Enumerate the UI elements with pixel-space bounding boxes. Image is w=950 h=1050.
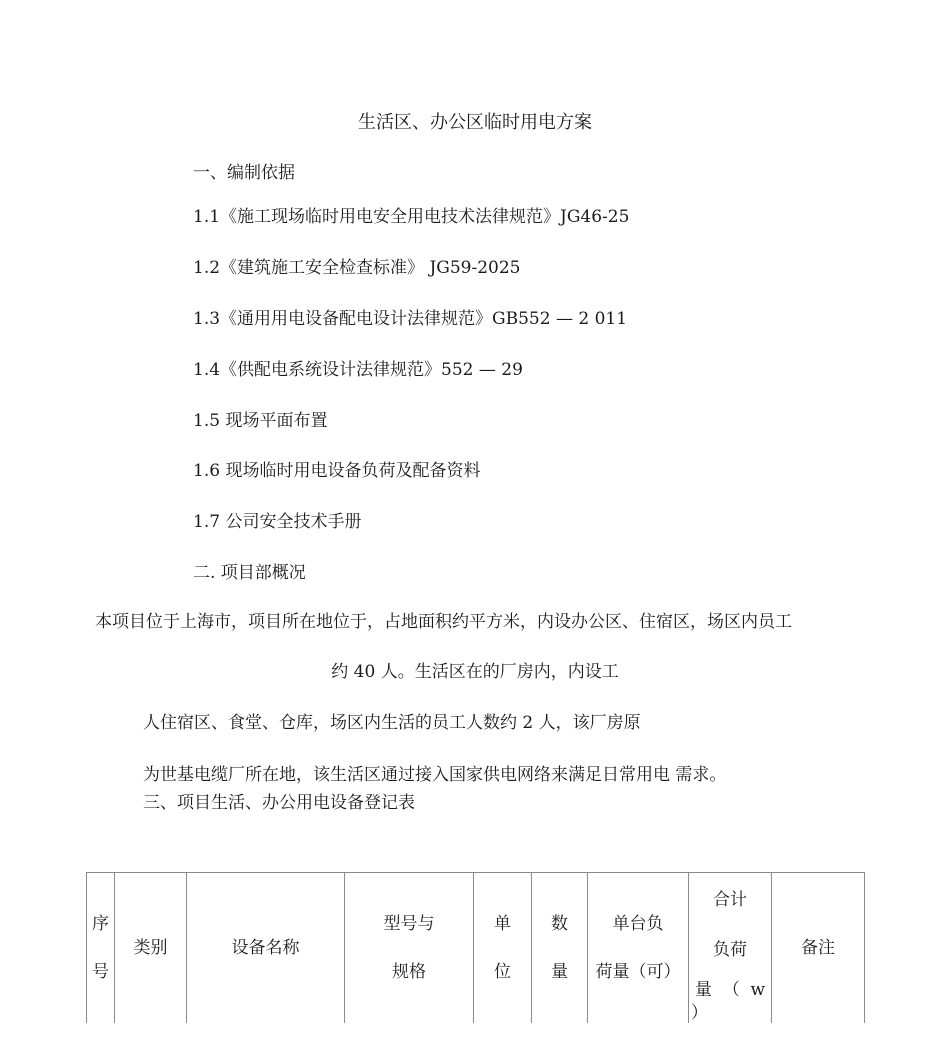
basis-item-5: 1.5 现场平面布置 [193, 411, 328, 431]
header-unit-line1: 单 [494, 914, 511, 934]
header-unit-load [588, 873, 689, 1024]
header-remarks: 备注 [772, 873, 865, 1024]
header-quantity-line1: 数 [551, 914, 568, 934]
header-total-load-line3: 量 （ w [694, 980, 766, 1000]
header-total-load-line2: 负荷 [713, 940, 747, 960]
header-unit-line2: 位 [494, 962, 511, 982]
basis-item-2: 1.2《建筑施工安全检查标准》 JG59-2025 [193, 258, 521, 278]
section-heading-basis: 一、编制依据 [193, 163, 295, 183]
basis-item-4: 1.4《供配电系统设计法律规范》552 — 29 [193, 360, 523, 380]
overview-line-4: 为世基电缆厂所在地，该生活区通过接入国家供电网络来满足日常用电 需求。 [143, 765, 727, 785]
basis-item-7: 1.7 公司安全技术手册 [193, 512, 362, 532]
header-quantity [532, 873, 588, 1024]
header-total-load [689, 873, 772, 1024]
overview-line-3: 人住宿区、食堂、仓库，场区内生活的员工人数约 2 人，该厂房原 [143, 713, 641, 733]
section-heading-equipment: 三、项目生活、办公用电设备登记表 [143, 793, 415, 813]
header-model-spec-line1: 型号与 [383, 914, 435, 934]
document-title: 生活区、办公区临时用电方案 [358, 112, 592, 133]
header-total-load-line4: ） [691, 1003, 708, 1023]
header-model-spec [345, 873, 474, 1024]
header-serial-number-line2: 号 [92, 962, 109, 982]
header-unit-load-line1: 单台负 [612, 914, 664, 934]
table-header-row [87, 873, 865, 1024]
basis-item-3: 1.3《通用用电设备配电设计法律规范》GB552 — 2 011 [193, 309, 628, 329]
overview-line-2: 约 40 人。生活区在的厂房内，内设工 [331, 662, 619, 682]
basis-item-6: 1.6 现场临时用电设备负荷及配备资料 [193, 461, 481, 481]
header-device-name: 设备名称 [187, 873, 345, 1024]
header-unit-load-line2: 荷量（可） [595, 962, 681, 982]
header-serial-number-line1: 序 [92, 914, 109, 934]
header-unit [474, 873, 532, 1024]
header-quantity-line2: 量 [551, 962, 568, 982]
section-heading-overview: 二. 项目部概况 [193, 563, 306, 583]
header-category: 类别 [115, 873, 187, 1024]
header-serial-number [87, 873, 115, 1024]
header-model-spec-line2: 规格 [392, 962, 426, 982]
overview-line-1: 本项目位于上海市，项目所在地位于，占地面积约平方米，内设办公区、住宿区，场区内员工 [95, 612, 792, 632]
equipment-registration-table [86, 872, 865, 1023]
basis-item-1: 1.1《施工现场临时用电安全用电技术法律规范》JG46-25 [193, 207, 630, 227]
header-total-load-line1: 合计 [713, 890, 747, 910]
